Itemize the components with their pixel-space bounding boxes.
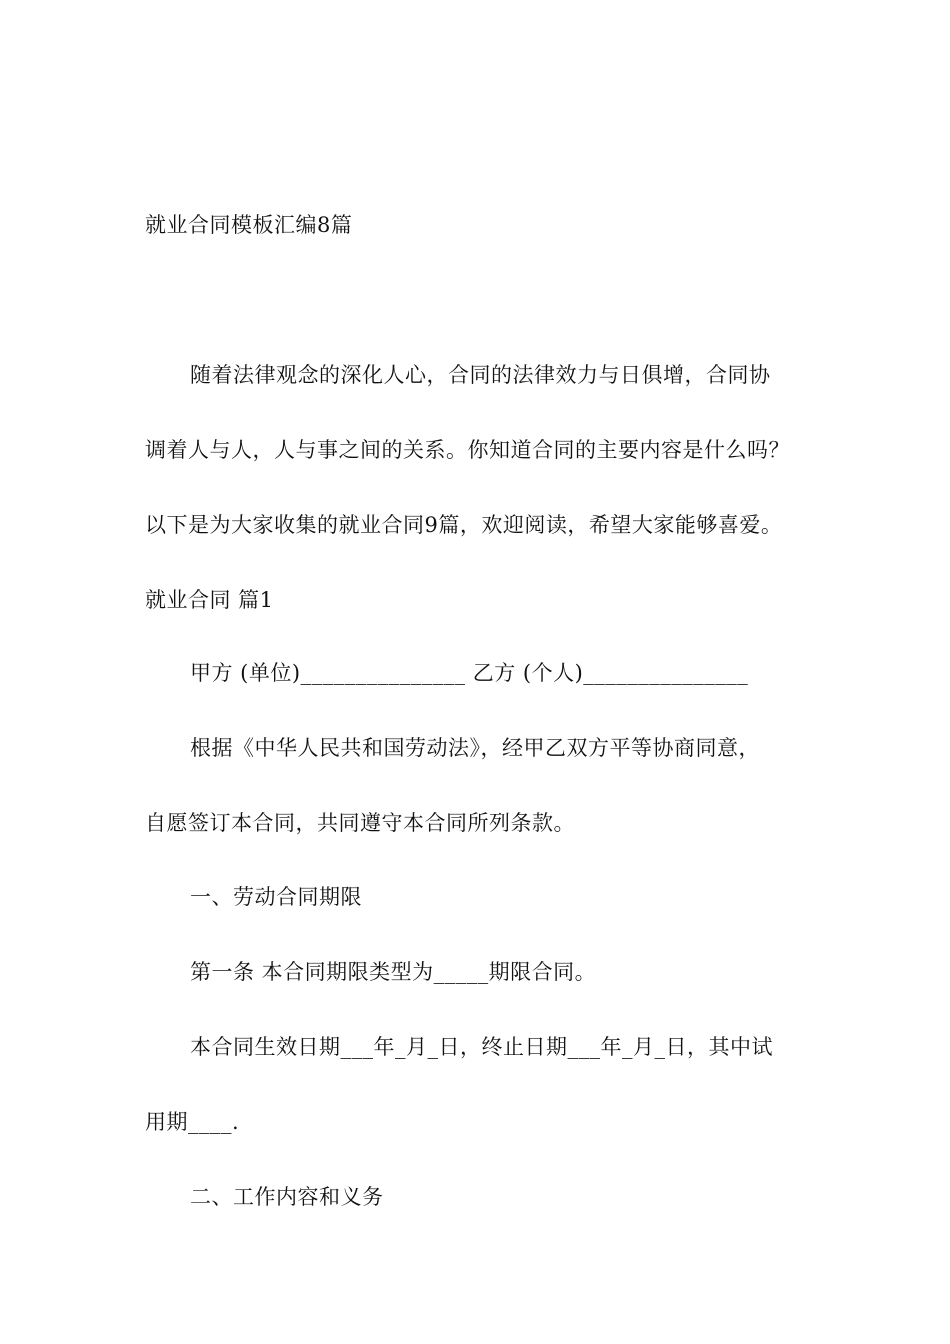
basis-line-1: 根据《中华人民共和国劳动法》，经甲乙双方平等协商同意， <box>190 736 760 760</box>
intro-line-3: 以下是为大家收集的就业合同9篇，欢迎阅读，希望大家能够喜爱。 <box>145 513 783 537</box>
document-title: 就业合同模板汇编8篇 <box>145 213 353 237</box>
intro-line-2: 调着人与人，人与事之间的关系。你知道合同的主要内容是什么吗？ <box>145 438 790 462</box>
basis-line-2: 自愿签订本合同，共同遵守本合同所列条款。 <box>145 811 575 835</box>
effective-date-line-2: 用期____. <box>145 1110 240 1134</box>
parties-line: 甲方 (单位)_______________ 乙方 (个人)_______________ <box>190 661 749 685</box>
clause-2-heading: 二、工作内容和义务 <box>190 1185 384 1209</box>
intro-line-1: 随着法律观念的深化人心，合同的法律效力与日俱增，合同协 <box>190 363 771 387</box>
clause-1-heading: 一、劳动合同期限 <box>190 885 362 909</box>
section-heading: 就业合同 篇1 <box>145 588 274 612</box>
effective-date-line-1: 本合同生效日期___年_月_日，终止日期___年_月_日，其中试 <box>190 1035 773 1059</box>
article-1: 第一条 本合同期限类型为_____期限合同。 <box>190 960 597 984</box>
